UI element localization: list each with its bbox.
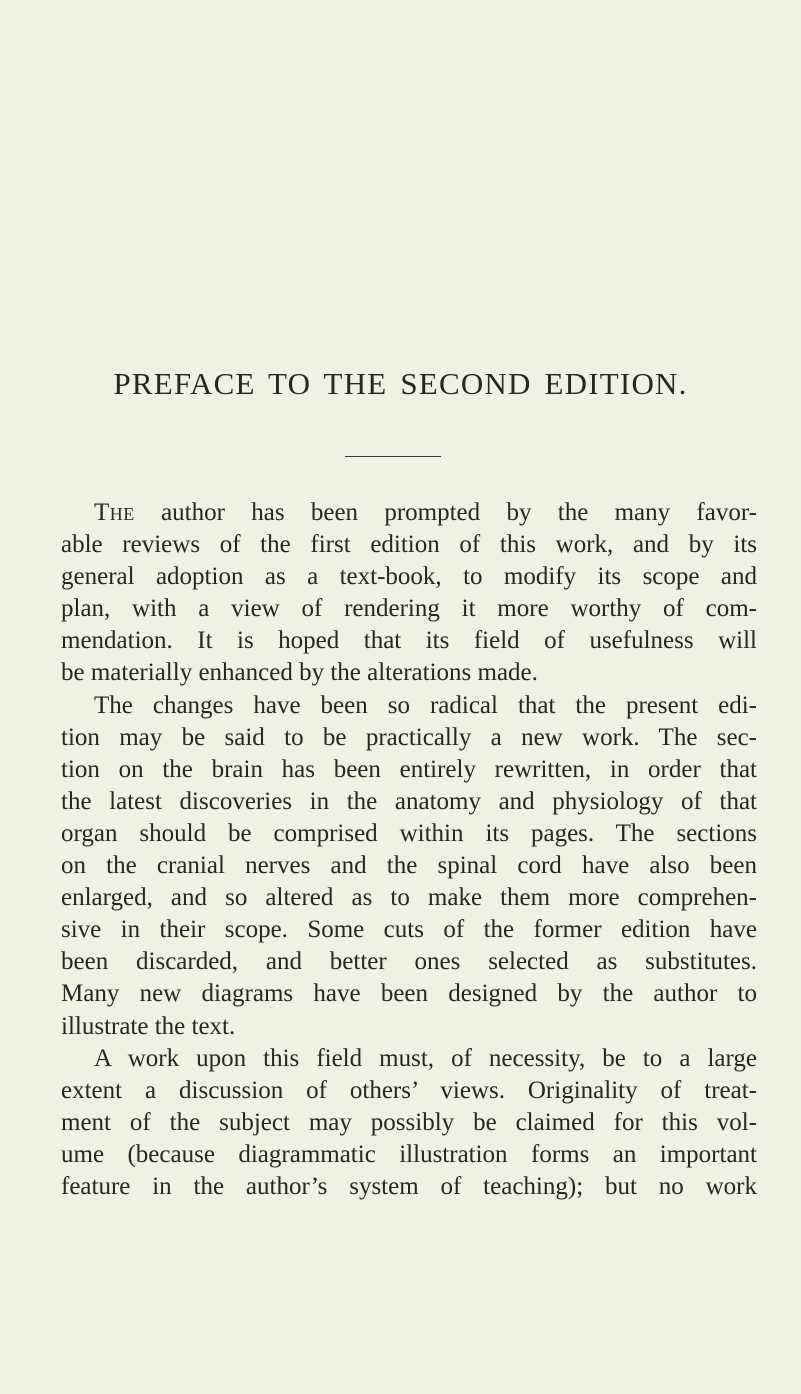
text-line: plan, with a view of rendering it more worthy of com- xyxy=(61,595,757,623)
text-line: organ should be comprised within its pages. The sections xyxy=(61,819,757,847)
text-line: The changes have been so radical that the present edi- xyxy=(94,691,757,719)
text-line: sive in their scope. Some cuts of the former edition have xyxy=(61,916,757,944)
text-line: feature in the author’s system of teaching); but no work xyxy=(61,1172,757,1200)
paragraph-1 xyxy=(61,497,757,690)
lead-word: The xyxy=(94,499,135,526)
title-divider xyxy=(345,456,441,457)
text-line: extent a discussion of others’ views. Originality of treat- xyxy=(61,1076,757,1104)
paragraph-3 xyxy=(61,1043,757,1203)
text-line: illustrate the text. xyxy=(61,1012,236,1040)
text-line: A work upon this field must, of necessity, be to a large xyxy=(94,1044,757,1072)
text-line: on the cranial nerves and the spinal cord have also been xyxy=(61,852,757,880)
preface-body xyxy=(61,497,757,1203)
text-line: tion may be said to be practically a new work. The sec- xyxy=(61,723,757,751)
text-line: ment of the subject may possibly be claimed for this vol- xyxy=(61,1108,757,1136)
text-line: The author has been prompted by the many favor- xyxy=(94,499,757,526)
page-title: PREFACE TO THE SECOND EDITION. xyxy=(113,366,688,401)
text-line: enlarged, and so altered as to make them more comprehen- xyxy=(61,884,757,912)
text-line: be materially enhanced by the alterations made. xyxy=(61,659,538,687)
paragraph-2 xyxy=(61,690,757,1043)
text-line: the latest discoveries in the anatomy and physiology of that xyxy=(61,787,757,815)
text-line: mendation. It is hoped that its field of usefulness will xyxy=(61,627,757,655)
text-line: ume (because diagrammatic illustration forms an important xyxy=(61,1140,757,1168)
text-line: general adoption as a text-book, to modify its scope and xyxy=(61,563,757,591)
text-line: tion on the brain has been entirely rewritten, in order that xyxy=(61,755,757,783)
text-line: able reviews of the first edition of this work, and by its xyxy=(61,531,757,559)
text-line: been discarded, and better ones selected as substitutes. xyxy=(61,948,757,976)
text-line: Many new diagrams have been designed by the author to xyxy=(61,980,757,1008)
